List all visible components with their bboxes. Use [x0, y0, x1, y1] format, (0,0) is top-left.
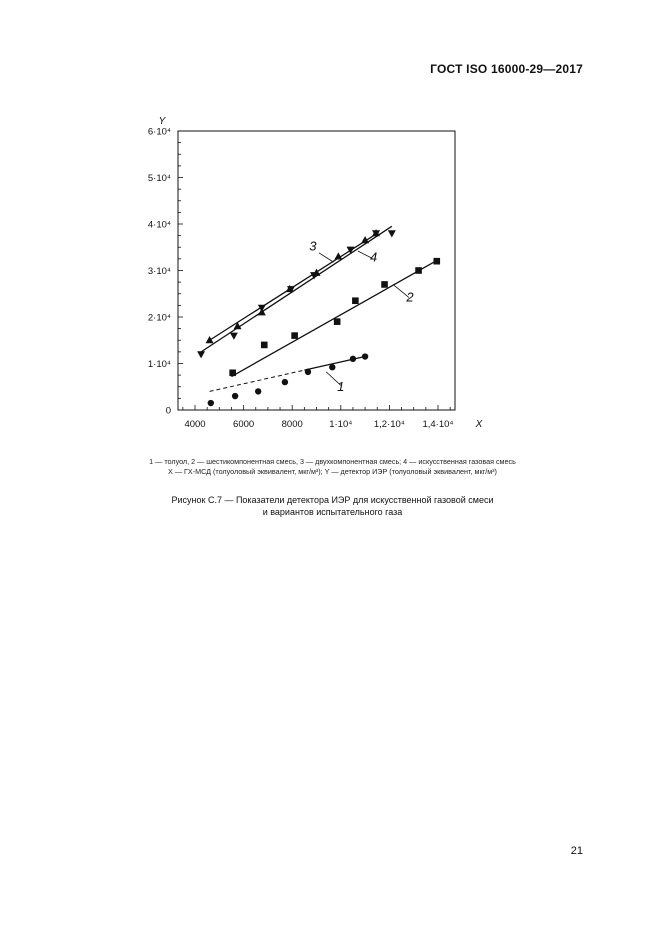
x-axis-label: X	[475, 419, 483, 430]
x-tick-label: 4000	[184, 419, 206, 430]
point-series-2	[334, 318, 341, 325]
point-series-1	[350, 356, 356, 362]
page-number: 21	[570, 845, 583, 857]
fit-line-1-dashed	[210, 370, 305, 391]
point-series-1	[282, 379, 288, 385]
y-axis-label: Y	[158, 116, 166, 127]
point-series-3	[206, 336, 214, 343]
y-tick-label: 1·10⁴	[147, 359, 171, 370]
point-series-1	[305, 369, 311, 375]
x-tick-label: 6000	[233, 419, 255, 430]
legend-line-2: X — ГХ-МСД (толуоловый эквивалент, мкг/м³); Y — детектор ИЭР (толуоловый эквивалент, мкг/м³)	[168, 467, 497, 476]
x-tick-label: 1,2·10⁴	[373, 419, 405, 430]
series-label-3: 3	[309, 238, 317, 254]
fit-line-2	[231, 261, 435, 376]
point-series-1	[232, 393, 238, 399]
series-label-4: 4	[369, 249, 378, 265]
point-series-4	[230, 333, 238, 340]
y-tick-label: 2·10⁴	[147, 312, 171, 324]
point-series-2	[433, 258, 440, 265]
caption-line-2: и вариантов испытательного газа	[262, 507, 403, 517]
point-series-1	[255, 388, 261, 394]
x-tick-label: 1,4·10⁴	[422, 419, 454, 430]
y-tick-label: 0	[165, 405, 171, 417]
series-label-2: 2	[406, 289, 414, 305]
point-series-2	[415, 267, 422, 274]
point-series-2	[261, 342, 268, 349]
label-leader-3	[319, 253, 334, 262]
point-series-1	[329, 364, 335, 370]
y-tick-label: 4·10⁴	[147, 219, 171, 231]
point-series-2	[352, 297, 359, 304]
x-tick-label: 1·10⁴	[329, 419, 353, 430]
point-series-4	[388, 230, 396, 237]
y-tick-label: 6·10⁴	[147, 126, 171, 138]
point-series-2	[291, 332, 298, 339]
figure-legend	[60, 457, 605, 477]
point-series-4	[197, 351, 205, 358]
point-series-1	[208, 400, 214, 406]
series-tags	[309, 239, 414, 394]
figure-caption	[60, 494, 605, 518]
point-series-2	[229, 370, 236, 377]
data-markers	[197, 229, 440, 406]
fit-lines	[201, 226, 435, 391]
y-tick-label: 3·10⁴	[147, 266, 171, 277]
point-series-1	[362, 353, 368, 359]
y-tick-label: 5·10⁴	[147, 173, 171, 184]
series-label-1: 1	[337, 378, 345, 394]
document-code: ГОСТ ISO 16000-29—2017	[430, 62, 583, 76]
scatter-chart	[0, 0, 661, 450]
x-tick-label: 8000	[281, 419, 303, 430]
caption-line-1: Рисунок С.7 — Показатели детектора ИЭР для искусственной газовой смеси	[171, 495, 494, 505]
legend-line-1: 1 — толуол, 2 — шестикомпонентная смесь, 3 — двухкомпонентная смесь; 4 — искусственная газовая смесь	[149, 457, 516, 466]
point-series-2	[381, 281, 388, 288]
